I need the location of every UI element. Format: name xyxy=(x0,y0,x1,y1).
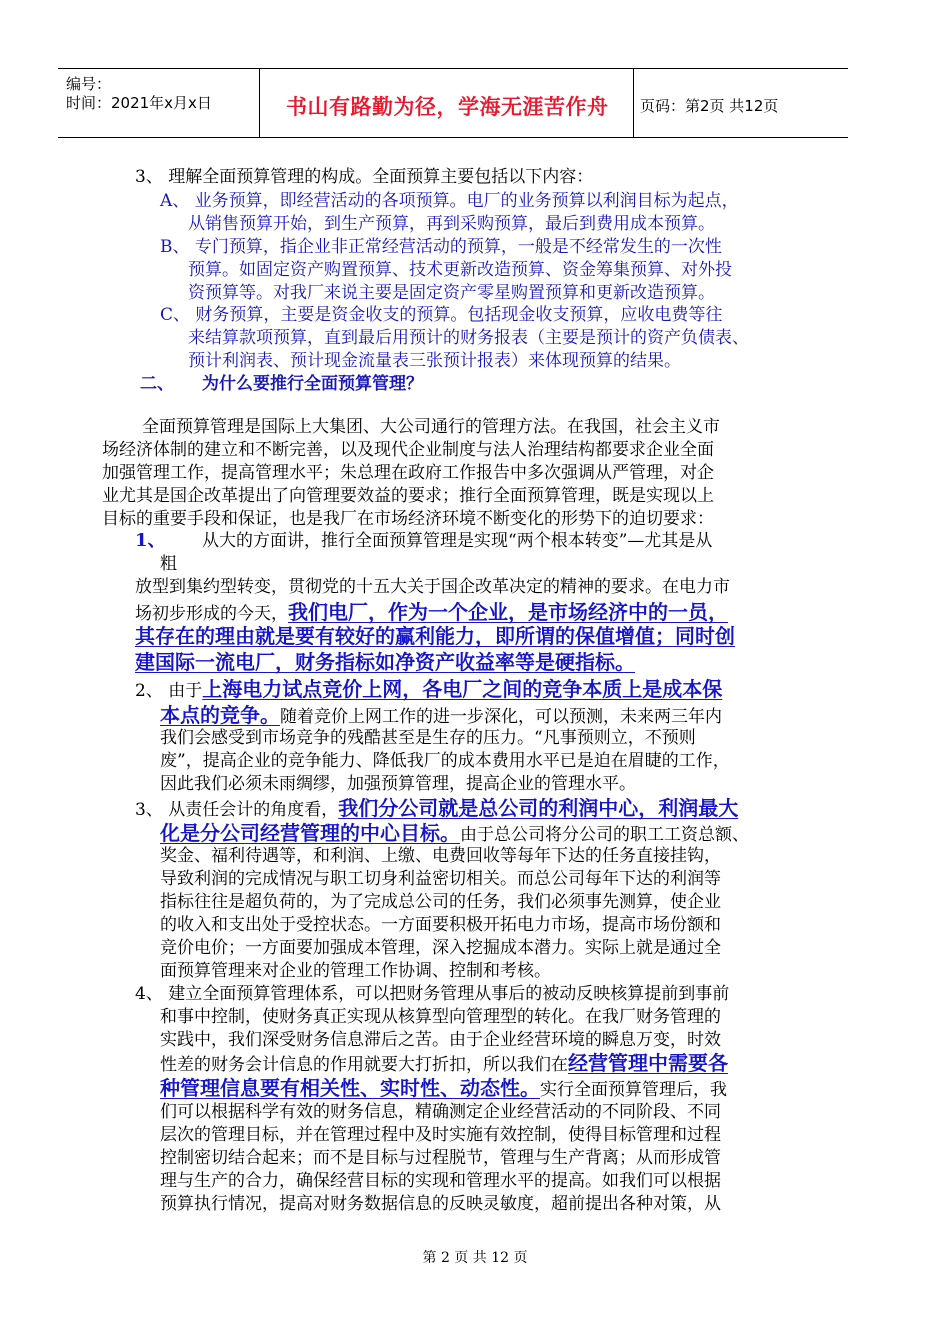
point-4-line: 理与生产的合力，确保经营目标的实现和管理水平的提高。如我们可以根据 xyxy=(160,1171,721,1191)
point-4-line: 和事中控制，使财务真正实现从核算型向管理型的转化。在我厂财务管理的 xyxy=(160,1007,721,1027)
item-c-line: C、 财务预算，主要是资金收支的预算。包括现金收支预算，应收电费等往 xyxy=(160,305,723,325)
header-meta-cell xyxy=(58,69,260,137)
paragraph-line: 业尤其是国企改革提出了向管理要效益的要求；推行全面预算管理，既是实现以上 xyxy=(102,486,714,506)
serial-label: 编号： xyxy=(66,75,112,93)
point-3-line xyxy=(135,797,738,821)
header-page-cell xyxy=(634,69,848,137)
page-number-label: 页码：第2页 共12页 xyxy=(640,97,779,115)
item-c-line: 来结算款项预算，直到最后用预计的财务报表（主要是预计的资产负债表、 xyxy=(188,328,749,348)
point-3-line xyxy=(160,822,749,846)
emphasis-text: 我们电厂，作为一个企业，是市场经济中的一员， xyxy=(288,600,728,624)
page-header-table xyxy=(58,68,848,138)
point-1-line xyxy=(135,651,635,675)
item-b-line: B、 专门预算，指企业非正常经营活动的预算，一般是不经常发生的一次性 xyxy=(160,237,722,257)
point-1-line xyxy=(135,601,728,625)
point-1-number: 1、 xyxy=(135,530,166,551)
header-motto-cell xyxy=(260,69,634,137)
plain-text: 场初步形成的今天， xyxy=(135,604,288,624)
paragraph-line: 场经济体制的建立和不断完善，以及现代企业制度与法人治理结构都要求企业全面 xyxy=(102,440,714,460)
point-3-line: 奖金、福利待遇等，和利润、上缴、电费回收等每年下达的任务直接挂钩， xyxy=(160,846,721,866)
point-4-line: 4、 建立全面预算管理体系，可以把财务管理从事后的被动反映核算提前到事前 xyxy=(135,984,730,1004)
point-4-line xyxy=(160,1077,727,1101)
time-label: 时间：2021年x月x日 xyxy=(66,94,212,112)
emphasis-text: 上海电力试点竞价上网，各电厂之间的竞争本质上是成本保 xyxy=(202,677,723,701)
point-3-line: 导致利润的完成情况与职工切身利益密切相关。而总公司每年下达的利润等 xyxy=(160,869,721,889)
point-4-line: 层次的管理目标，并在管理过程中及时实施有效控制，使得目标管理和过程 xyxy=(160,1125,721,1145)
point-3-line: 竞价电价；一方面要加强成本管理，深入挖掘成本潜力。实际上就是通过全 xyxy=(160,938,721,958)
point-4-line: 预算执行情况，提高对财务数据信息的反映灵敏度，超前提出各种对策，从 xyxy=(160,1194,721,1214)
point-1-line: 粗 xyxy=(160,554,177,574)
point-2-line: 废”，提高企业的竞争能力、降低我厂的成本费用水平已是迫在眉睫的工作， xyxy=(160,751,730,771)
emphasis-text: 其存在的理由就是要有较好的赢利能力，即所谓的保值增值；同时创 xyxy=(135,624,735,648)
item-b-line: 预算。如固定资产购置预算、技术更新改造预算、资金筹集预算、对外投 xyxy=(188,260,732,280)
emphasis-text: 经营管理中需要各 xyxy=(568,1051,728,1075)
point-3-line: 的收入和支出处于受控状态。一方面要积极开拓电力市场，提高市场份额和 xyxy=(160,915,721,935)
point-2-line: 因此我们必须未雨绸缪，加强预算管理，提高企业的管理水平。 xyxy=(160,774,636,794)
point-4-line: 实践中，我们深受财务信息滞后之苦。由于企业经营环境的瞬息万变，时效 xyxy=(160,1030,721,1050)
plain-text: 2、 由于 xyxy=(135,681,203,701)
point-4-line: 控制密切结合起来；而不是目标与过程脱节，管理与生产背离；从而形成管 xyxy=(160,1148,721,1168)
point-3-line: 面预算管理来对企业的管理工作协调、控制和考核。 xyxy=(160,961,551,981)
point-2-line xyxy=(160,704,722,728)
plain-text: 3、 从责任会计的角度看， xyxy=(135,800,339,820)
emphasis-text: 化是分公司经营管理的中心目标。 xyxy=(160,821,460,845)
section-number: 二、 xyxy=(140,374,174,394)
point-1-line: 放型到集约型转变，贯彻党的十五大关于国企改革决定的精神的要求。在电力市 xyxy=(135,577,730,597)
section-heading: 为什么要推行全面预算管理？ xyxy=(202,374,423,394)
point-1-line xyxy=(135,625,735,649)
plain-text: 实行全面预算管理后，我 xyxy=(540,1080,727,1100)
item-3-line: 3、 理解全面预算管理的构成。全面预算主要包括以下内容： xyxy=(135,167,594,187)
paragraph-line: 目标的重要手段和保证，也是我厂在市场经济环境不断变化的形势下的迫切要求： xyxy=(102,509,714,529)
paragraph-line: 全面预算管理是国际上大集团、大公司通行的管理方法。在我国，社会主义市 xyxy=(142,417,720,437)
emphasis-text: 本点的竞争。 xyxy=(160,703,280,727)
paragraph-line: 加强管理工作，提高管理水平；朱总理在政府工作报告中多次强调从严管理，对企 xyxy=(102,463,714,483)
plain-text: 随着竞价上网工作的进一步深化，可以预测，未来两三年内 xyxy=(280,707,722,727)
plain-text: 由于总公司将分公司的职工工资总额、 xyxy=(460,825,749,845)
motto-text: 书山有路勤为径，学海无涯苦作舟 xyxy=(286,95,609,119)
point-2-line: 我们会感受到市场竞争的残酷甚至是生存的压力。“凡事预则立，不预则 xyxy=(160,728,696,748)
item-c-line: 预计利润表、预计现金流量表三张预计报表）来体现预算的结果。 xyxy=(188,351,681,371)
emphasis-text: 我们分公司就是总公司的利润中心，利润最大 xyxy=(338,796,739,820)
point-1-line: 从大的方面讲，推行全面预算管理是实现“两个根本转变”—尤其是从 xyxy=(202,531,713,551)
plain-text: 性差的财务会计信息的作用就要大打折扣，所以我们在 xyxy=(160,1055,568,1075)
point-2-line xyxy=(135,678,722,702)
point-4-line xyxy=(160,1052,728,1076)
point-4-line: 们可以根据科学有效的财务信息，精确测定企业经营活动的不同阶段、不同 xyxy=(160,1102,721,1122)
emphasis-text: 种管理信息要有相关性、实时性、动态性。 xyxy=(160,1076,540,1100)
item-a-line: 从销售预算开始，到生产预算，再到采购预算，最后到费用成本预算。 xyxy=(188,214,715,234)
page-footer: 第 2 页 共 12 页 xyxy=(422,1250,528,1266)
point-3-line: 指标往往是超负荷的，为了完成总公司的任务，我们必须事先测算，使企业 xyxy=(160,892,721,912)
item-b-line: 资预算等。对我厂来说主要是固定资产零星购置预算和更新改造预算。 xyxy=(188,283,715,303)
item-a-line: A、 业务预算，即经营活动的各项预算。电厂的业务预算以利润目标为起点， xyxy=(160,191,739,211)
emphasis-text: 建国际一流电厂，财务指标如净资产收益率等是硬指标。 xyxy=(135,650,635,674)
